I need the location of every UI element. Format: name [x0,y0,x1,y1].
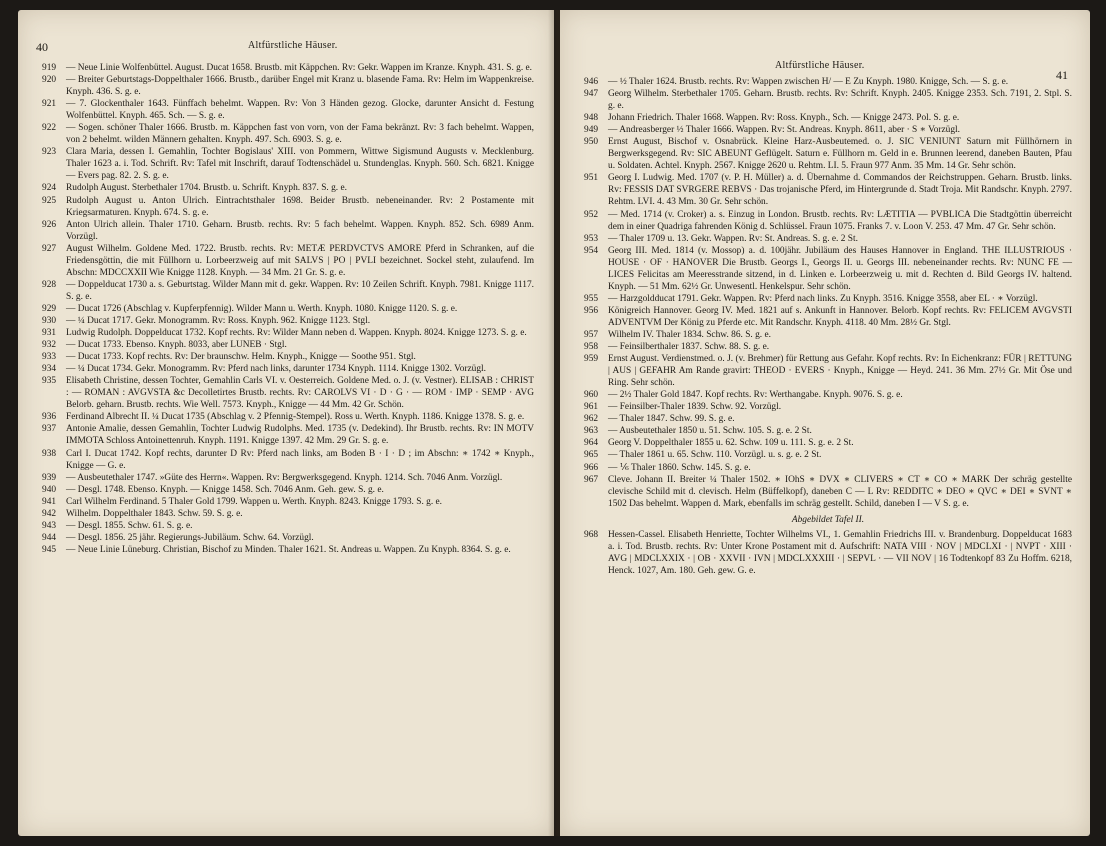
entry-number: 953 [584,233,599,244]
entry-text: — Neue Linie Wolfenbüttel. August. Ducat 1658. Brustb. mit Käppchen. Rv: Gekr. Wappen im Kranze. Knyph. 431. S. g. e. [66,63,533,73]
entry-text: — Thaler 1861 u. 65. Schw. 110. Vorzügl. u. s. g. e. 2 St. [608,450,822,461]
entry-number: 919 [42,63,57,73]
catalog-entry [584,341,1072,353]
entry-number: 922 [42,123,57,134]
entry-number: 929 [42,303,57,314]
catalog-entry [584,76,1072,88]
catalog-entry [42,243,534,279]
entry-text: — Doppelducat 1730 a. s. Geburtstag. Wilder Mann mit d. gekr. Wappen. Rv: 10 Zeilen Schrift. Knyph. 7981. Knigge 1117. S. g. e. [66,279,534,302]
entry-number: 965 [584,450,599,461]
entry-text: — Thaler 1709 u. 13. Gekr. Wappen. Rv: St. Andreas. S. g. e. 2 St. [608,233,858,244]
entry-number: 920 [42,75,57,86]
catalog-entry [584,449,1072,461]
entry-number: 947 [584,89,599,100]
catalog-entry [584,437,1072,449]
entry-number: 957 [584,329,599,340]
catalog-entry [584,401,1072,413]
entry-text: Clara Maria, dessen I. Gemahlin, Tochter Bogislaus' XIII. von Pommern, Wittwe Sigismund Augusts v. Mecklenburg. Thaler 1623 a. i. Tod. Schrift. Rv: Tafel mit Inschrift, darauf Todtenschädel u. Stundenglas. Knyph. 560. Sch. 6821. Knigge — Evers pag. 82. 2. S. g. e. [66,147,534,182]
entry-text: Königreich Hannover. Georg IV. Med. 1821 auf s. Ankunft in Hannover. Belorb. Kopf rechts. Rv: FELICEM AVGVSTI ADVENTVM Der König zu Pferde etc. Mit Randschr. Knyph. 4118. 40 Mm. 28½ Gr. Stgl. [608,305,1072,328]
catalog-entry [584,474,1072,510]
entry-number: 955 [584,293,599,304]
entry-number: 932 [42,340,57,351]
entry-text: Cleve. Johann II. Breiter ¼ Thaler 1502. ∗ IOhS ∗ DVX ∗ CLIVERS ∗ CT ∗ CO ∗ MARK Der schräg gestellte clevische Schild mit d. clevisch. Helm (Büffelkopf), daneben C — L Rv: REDDITC ∗ DEO ∗ QVC ∗ DEI ∗ SVNT ∗ 1502 Das behelmt. Wappen d. Mark, ebenfalls im schräg gestellt. Schild, daneben I — V S. g. e. [608,474,1072,509]
catalog-entry [42,279,534,303]
entry-number: 961 [584,402,599,413]
catalog-entry [584,245,1072,293]
catalog-entry [584,425,1072,437]
catalog-entry [584,124,1072,136]
catalog-entry [584,293,1072,305]
catalog-entry [42,219,534,243]
left-page [18,10,554,836]
entry-group [584,76,1072,510]
entry-text: — Ducat 1726 (Abschlag v. Kupferpfennig). Wilder Mann u. Werth. Knyph. 1080. Knigge 1120. S. g. e. [66,303,458,314]
catalog-entry [42,182,534,194]
entry-text: — Harzgoldducat 1791. Gekr. Wappen. Rv: Pferd nach links. Zu Knyph. 3516. Knigge 3558, aber EL · ∗ Vorzügl. [608,293,1038,304]
entry-number: 948 [584,113,599,124]
entry-number: 956 [584,305,599,316]
entry-text: Wilhelm IV. Thaler 1834. Schw. 86. S. g. e. [608,329,771,340]
entry-number: 967 [584,474,599,485]
catalog-entry [42,74,534,98]
entry-number: 946 [584,77,599,87]
entry-text: Rudolph August u. Anton Ulrich. Eintrachtsthaler 1698. Beider Brustb. nebeneinander. Rv: 2 Postamente mit Kriegsarmaturen. Knyph. 674. S. g. e. [66,195,534,218]
entry-text: Georg Wilhelm. Sterbethaler 1705. Geharn. Brustb. rechts. Rv: Schrift. Knyph. 2405. Knigge 2353. Sch. 7191, 2. Stpl. S. g. e. [608,89,1072,112]
catalog-entry [42,146,534,182]
catalog-entry [584,233,1072,245]
catalog-entry [42,544,534,556]
entry-number: 939 [42,472,57,483]
entry-text: Georg I. Ludwig. Med. 1707 (v. P. H. Müller) a. d. Übernahme d. Commandos der Reichstruppen. Geharn. Brustb. links. Rv: FESSIS DAT SVRGERE REBVS · Das trojanische Pferd, im Hintergrunde d. Stadt Troja. Mit Randschr. Knyph. 2797. Rehtm. LVI. 4. 43 Mm. 30 Gr. Sehr schön. [608,173,1072,208]
page-number: 41 [1056,68,1068,82]
entry-text: Carl Wilhelm Ferdinand. 5 Thaler Gold 1799. Wappen u. Werth. Knyph. 8243. Knigge 1793. S. g. e. [66,496,443,507]
entry-group [584,529,1072,577]
entry-text: August Wilhelm. Goldene Med. 1722. Brustb. rechts. Rv: METÆ PERDVCTVS AMORE Pferd in Schranken, auf die Friedensgöttin, die mit Füllhorn u. Lorbeerzweig auf mit SALVS | PO | PVLI bezeichnet. Sockel steht, zulaufend. Im Abschn: MDCCXXII Wie Knigge 1128. Knyph. — 34 Mm. 21 Gr. S. g. e. [66,243,534,278]
entry-text: — Thaler 1847. Schw. 99. S. g. e. [608,414,735,425]
entry-number: 968 [584,529,599,540]
entry-text: — Ducat 1733. Ebenso. Knyph. 8033, aber LUNEB · Stgl. [66,340,287,351]
catalog-entry [42,448,534,472]
catalog-entry [42,303,534,315]
entry-number: 927 [42,243,57,254]
entry-text: Antonie Amalie, dessen Gemahlin, Tochter Ludwig Rudolphs. Med. 1735 (v. Dedekind). Ihr Brustb. rechts. Rv: IN MOTV IMMOTA Schloss Antoinettenruh. Knyph. 1191. Knigge 1397. 42 Mm. 29 Gr. S. g. e. [66,424,534,447]
entry-text: — Desgl. 1748. Ebenso. Knyph. — Knigge 1458. Sch. 7046 Anm. Geh. gew. S. g. e. [66,484,384,495]
entry-text: — ¼ Ducat 1734. Gekr. Monogramm. Rv: Pferd nach links, darunter 1734 Knyph. 1114. Knigge 1302. Vorzügl. [66,364,486,375]
entry-text: — Feinsilber-Thaler 1839. Schw. 92. Vorzügl. [608,402,782,413]
catalog-entry [42,423,534,447]
entry-text: — Desgl. 1856. 25 jähr. Regierungs-Jubiläum. Schw. 64. Vorzügl. [66,532,314,543]
entry-text: — ⅙ Thaler 1860. Schw. 145. S. g. e. [608,462,751,473]
catalog-entry [584,88,1072,112]
catalog-entry [584,209,1072,233]
catalog-entry [584,172,1072,208]
catalog-entry [42,532,534,544]
entry-number: 935 [42,376,57,387]
catalog-entry [584,136,1072,172]
catalog-entry [584,329,1072,341]
entry-number: 959 [584,354,599,365]
entry-number: 964 [584,438,599,449]
catalog-entry [42,363,534,375]
entry-text: Johann Friedrich. Thaler 1668. Wappen. Rv: Ross. Knyph., Sch. — Knigge 2473. Pol. S. g. e. [608,113,960,124]
catalog-entries [584,76,1072,577]
entry-text: Anton Ulrich allein. Thaler 1710. Geharn. Brustb. rechts. Rv: 5 fach behelmt. Wappen. Knyph. 852. Sch. 6989 Anm. Vorzügl. [66,219,534,242]
entry-text: — Med. 1714 (v. Croker) a. s. Einzug in London. Brustb. rechts. Rv: LÆTITIA — PVBLICA Die Stadtgöttin überreicht dem in einer Quadriga fahrenden König d. Schlüssel. Fraun 1075. Franks 7. v. Loon V. 253. 47 Mm. 47 Gr. Sehr schön. [608,209,1072,232]
entry-number: 926 [42,219,57,230]
entry-number: 942 [42,508,57,519]
catalog-entry [42,339,534,351]
catalog-entry [584,529,1072,577]
entry-number: 944 [42,532,57,543]
entry-text: — ¼ Ducat 1717. Gekr. Monogramm. Rv: Ross. Knyph. 962. Knigge 1123. Stgl. [66,315,371,326]
entry-number: 936 [42,412,57,423]
entry-number: 966 [584,462,599,473]
catalog-entry [584,353,1072,389]
entry-text: — Ducat 1733. Kopf rechts. Rv: Der braunschw. Helm. Knyph., Knigge — Soothe 951. Stgl. [66,352,416,363]
entry-number: 943 [42,520,57,531]
entry-number: 938 [42,448,57,459]
catalog-entries [42,62,534,556]
catalog-entry [42,496,534,508]
entry-number: 924 [42,183,57,194]
entry-text: Ernst August. Verdienstmed. o. J. (v. Brehmer) für Rettung aus Gefahr. Kopf rechts. Rv: In Eichenkranz: FÜR | RETTUNG | AUS | GEFAHR Am Rande gravirt: THEOD · EVERS · Knyph., Knigge — Heyd. 241. 36 Mm. 27½ Gr. Mit Öse und Ring. Sehr schön. [608,354,1072,389]
entry-text: — Neue Linie Lüneburg. Christian, Bischof zu Minden. Thaler 1621. St. Andreas u. Wappen. Zu Knyph. 8364. S. g. e. [66,544,511,555]
entry-text: — Ausbeutethaler 1850 u. 51. Schw. 105. S. g. e. 2 St. [608,426,812,437]
catalog-entry [584,112,1072,124]
catalog-entry [42,62,534,74]
entry-number: 954 [584,245,599,256]
entry-number: 937 [42,424,57,435]
catalog-entry [42,375,534,411]
entry-text: Hessen-Cassel. Elisabeth Henriette, Tochter Wilhelms VI., 1. Gemahlin Friedrichs III. v. Brandenburg. Doppelducat 1683 a. i. Tod. Brustb. rechts. Rv: Unter Krone Postament mit d. Aufschrift: NATA VIII · NOV | MDCLXI · | NVPT · XIII · AVG | MDCLXXIX · | OB · XXVII · IVN | MDCLXXXIII · | SEPVL · — VII NOV | 16 Todtenkopf 83 Zu Hoffm. 6218, Henck. 1027, Am. 180. Geh. gew. G. e. [608,529,1072,576]
catalog-entry [584,305,1072,329]
entry-number: 941 [42,496,57,507]
entry-text: Ferdinand Albrecht II. ¼ Ducat 1735 (Abschlag v. 2 Pfennig-Stempel). Ross u. Werth. Knyph. 1186. Knigge 1378. S. g. e. [66,412,525,423]
plate-caption: Abgebildet Tafel II. [791,514,865,525]
entry-number: 958 [584,342,599,353]
entry-number: 962 [584,414,599,425]
entry-number: 949 [584,125,599,136]
entry-text: Carl I. Ducat 1742. Kopf rechts, darunter D Rv: Pferd nach links, am Boden B · I · D ; im Abschn: ∗ 1742 ∗ Knyph., Knigge — G. e. [66,448,534,471]
catalog-entry [42,195,534,219]
entry-number: 930 [42,315,57,326]
entry-text: Wilhelm. Doppelthaler 1843. Schw. 59. S. g. e. [66,508,243,519]
entry-number: 940 [42,484,57,495]
entry-number: 931 [42,328,57,339]
catalog-entry [42,520,534,532]
right-page [560,10,1090,836]
entry-number: 925 [42,195,57,206]
catalog-entry [42,484,534,496]
entry-text: — Desgl. 1855. Schw. 61. S. g. e. [66,520,193,531]
entry-text: — Sogen. schöner Thaler 1666. Brustb. m. Käppchen fast von vorn, von der Fama bekränzt. Rv: 3 fach behelmt. Wappen, von 2 behelmt. wilden Männern gehalten. Knyph. 497. Sch. 6903. S. g. e. [66,123,534,146]
entry-text: — Feinsilberthaler 1837. Schw. 88. S. g. e. [608,342,770,353]
catalog-entry [42,315,534,327]
entry-number: 952 [584,209,599,220]
catalog-entry [42,122,534,146]
catalog-entry [584,413,1072,425]
entry-number: 933 [42,352,57,363]
entry-text: — Breiter Geburtstags-Doppelthaler 1666. Brustb., darüber Engel mit Kranz u. blasende Fama. Rv: Helm im Wappenkreise. Knyph. 436. S. g. e. [66,75,534,98]
entry-number: 923 [42,147,57,158]
catalog-entry [584,389,1072,401]
catalog-entry [42,327,534,339]
catalog-entry [42,351,534,363]
entry-text: Ludwig Rudolph. Doppelducat 1732. Kopf rechts. Rv: Wilder Mann neben d. Wappen. Knyph. 8024. Knigge 1273. S. g. e. [66,328,527,339]
entry-number: 928 [42,279,57,290]
catalog-entry [42,508,534,520]
entry-text: — Ausbeutethaler 1747. »Güte des Herrn«. Wappen. Rv: Bergwerksgegend. Knyph. 1214. Sch. 7046 Anm. Vorzügl. [66,472,503,483]
running-header: Altfürstliche Häuser. [775,60,865,71]
entry-number: 934 [42,364,57,375]
page-number: 40 [36,40,48,54]
entry-text: Georg III. Med. 1814 (v. Mossop) a. d. 100jähr. Jubiläum des Hauses Hannover in England. THE ILLUSTRIOUS · HOUSE · OF · HANOVER Die Brustb. Georgs I., Georgs II. u. Georgs III. nebeneinander rechts. Rv: NUNC FE — LICES Felicitas am Meeresstrande sitzend, in d. Linken e. Lorbeerzweig u. mit d. Rechten d. Bild Georgs IV. haltend. Knyph. — 51 Mm. 62½ Gr. Unwesentl. Henkelspur. Sehr schön. [608,245,1072,292]
catalog-entry [42,472,534,484]
entry-number: 951 [584,173,599,184]
catalog-entry [584,462,1072,474]
entry-text: Georg V. Doppelthaler 1855 u. 62. Schw. 109 u. 111. S. g. e. 2 St. [608,438,854,449]
entry-number: 921 [42,99,57,110]
running-header: Altfürstliche Häuser. [248,40,338,51]
entry-text: — 7. Glockenthaler 1643. Fünffach behelmt. Wappen. Rv: Von 3 Händen gezog. Glocke, darunter Ansicht d. Festung Wolfenbüttel. Knyph. 465. Sch. — S. g. e. [66,99,534,122]
entry-number: 963 [584,426,599,437]
entry-text: Elisabeth Christine, dessen Tochter, Gemahlin Carls VI. v. Oesterreich. Goldene Med. o. J. (v. Vestner). ELISAB : CHRIST : — ROMAN : AVGVSTA &c Decolletirtes Brustb. rechts. Rv: CAROLVS VI · D · G · — ROM · IMP · SEMP · AVG Belorb. geharn. Brustb. rechts. Wie Well. 7573. Knyph., Knigge — 44 Mm. 42 Gr. Schön. [66,376,534,411]
entry-number: 945 [42,544,57,555]
entry-text: Ernst August, Bischof v. Osnabrück. Kleine Harz-Ausbeutemed. o. J. SIC VENIUNT Saturn mit Füllhörnern in Bergwerksgegend. Rv: SIC ABEUNT Geflügelt. Saturn e. Füllhorn m. Geld in e. Brunnen leerend, daneben Bauten, Pfau u. Soldaten. Achtel. Knyph. 2567. Knigge 2620 u. Rehtm. LI. 5. Fraun 977 Anm. 35 Mm. 14 Gr. Sehr schön. [608,137,1072,172]
entry-text: — 2½ Thaler Gold 1847. Kopf rechts. Rv: Werthangabe. Knyph. 9076. S. g. e. [608,390,903,401]
catalog-entry [42,98,534,122]
entry-text: Rudolph August. Sterbethaler 1704. Brustb. u. Schrift. Knyph. 837. S. g. e. [66,183,347,194]
entry-text: — ½ Thaler 1624. Brustb. rechts. Rv: Wappen zwischen H/ — E Zu Knyph. 1980. Knigge, Sch. — S. g. e. [608,77,1009,87]
catalog-entry [42,411,534,423]
entry-number: 960 [584,390,599,401]
entry-text: — Andreasberger ½ Thaler 1666. Wappen. Rv: St. Andreas. Knyph. 8611, aber · S ∗ Vorzügl. [608,125,961,136]
entry-number: 950 [584,137,599,148]
